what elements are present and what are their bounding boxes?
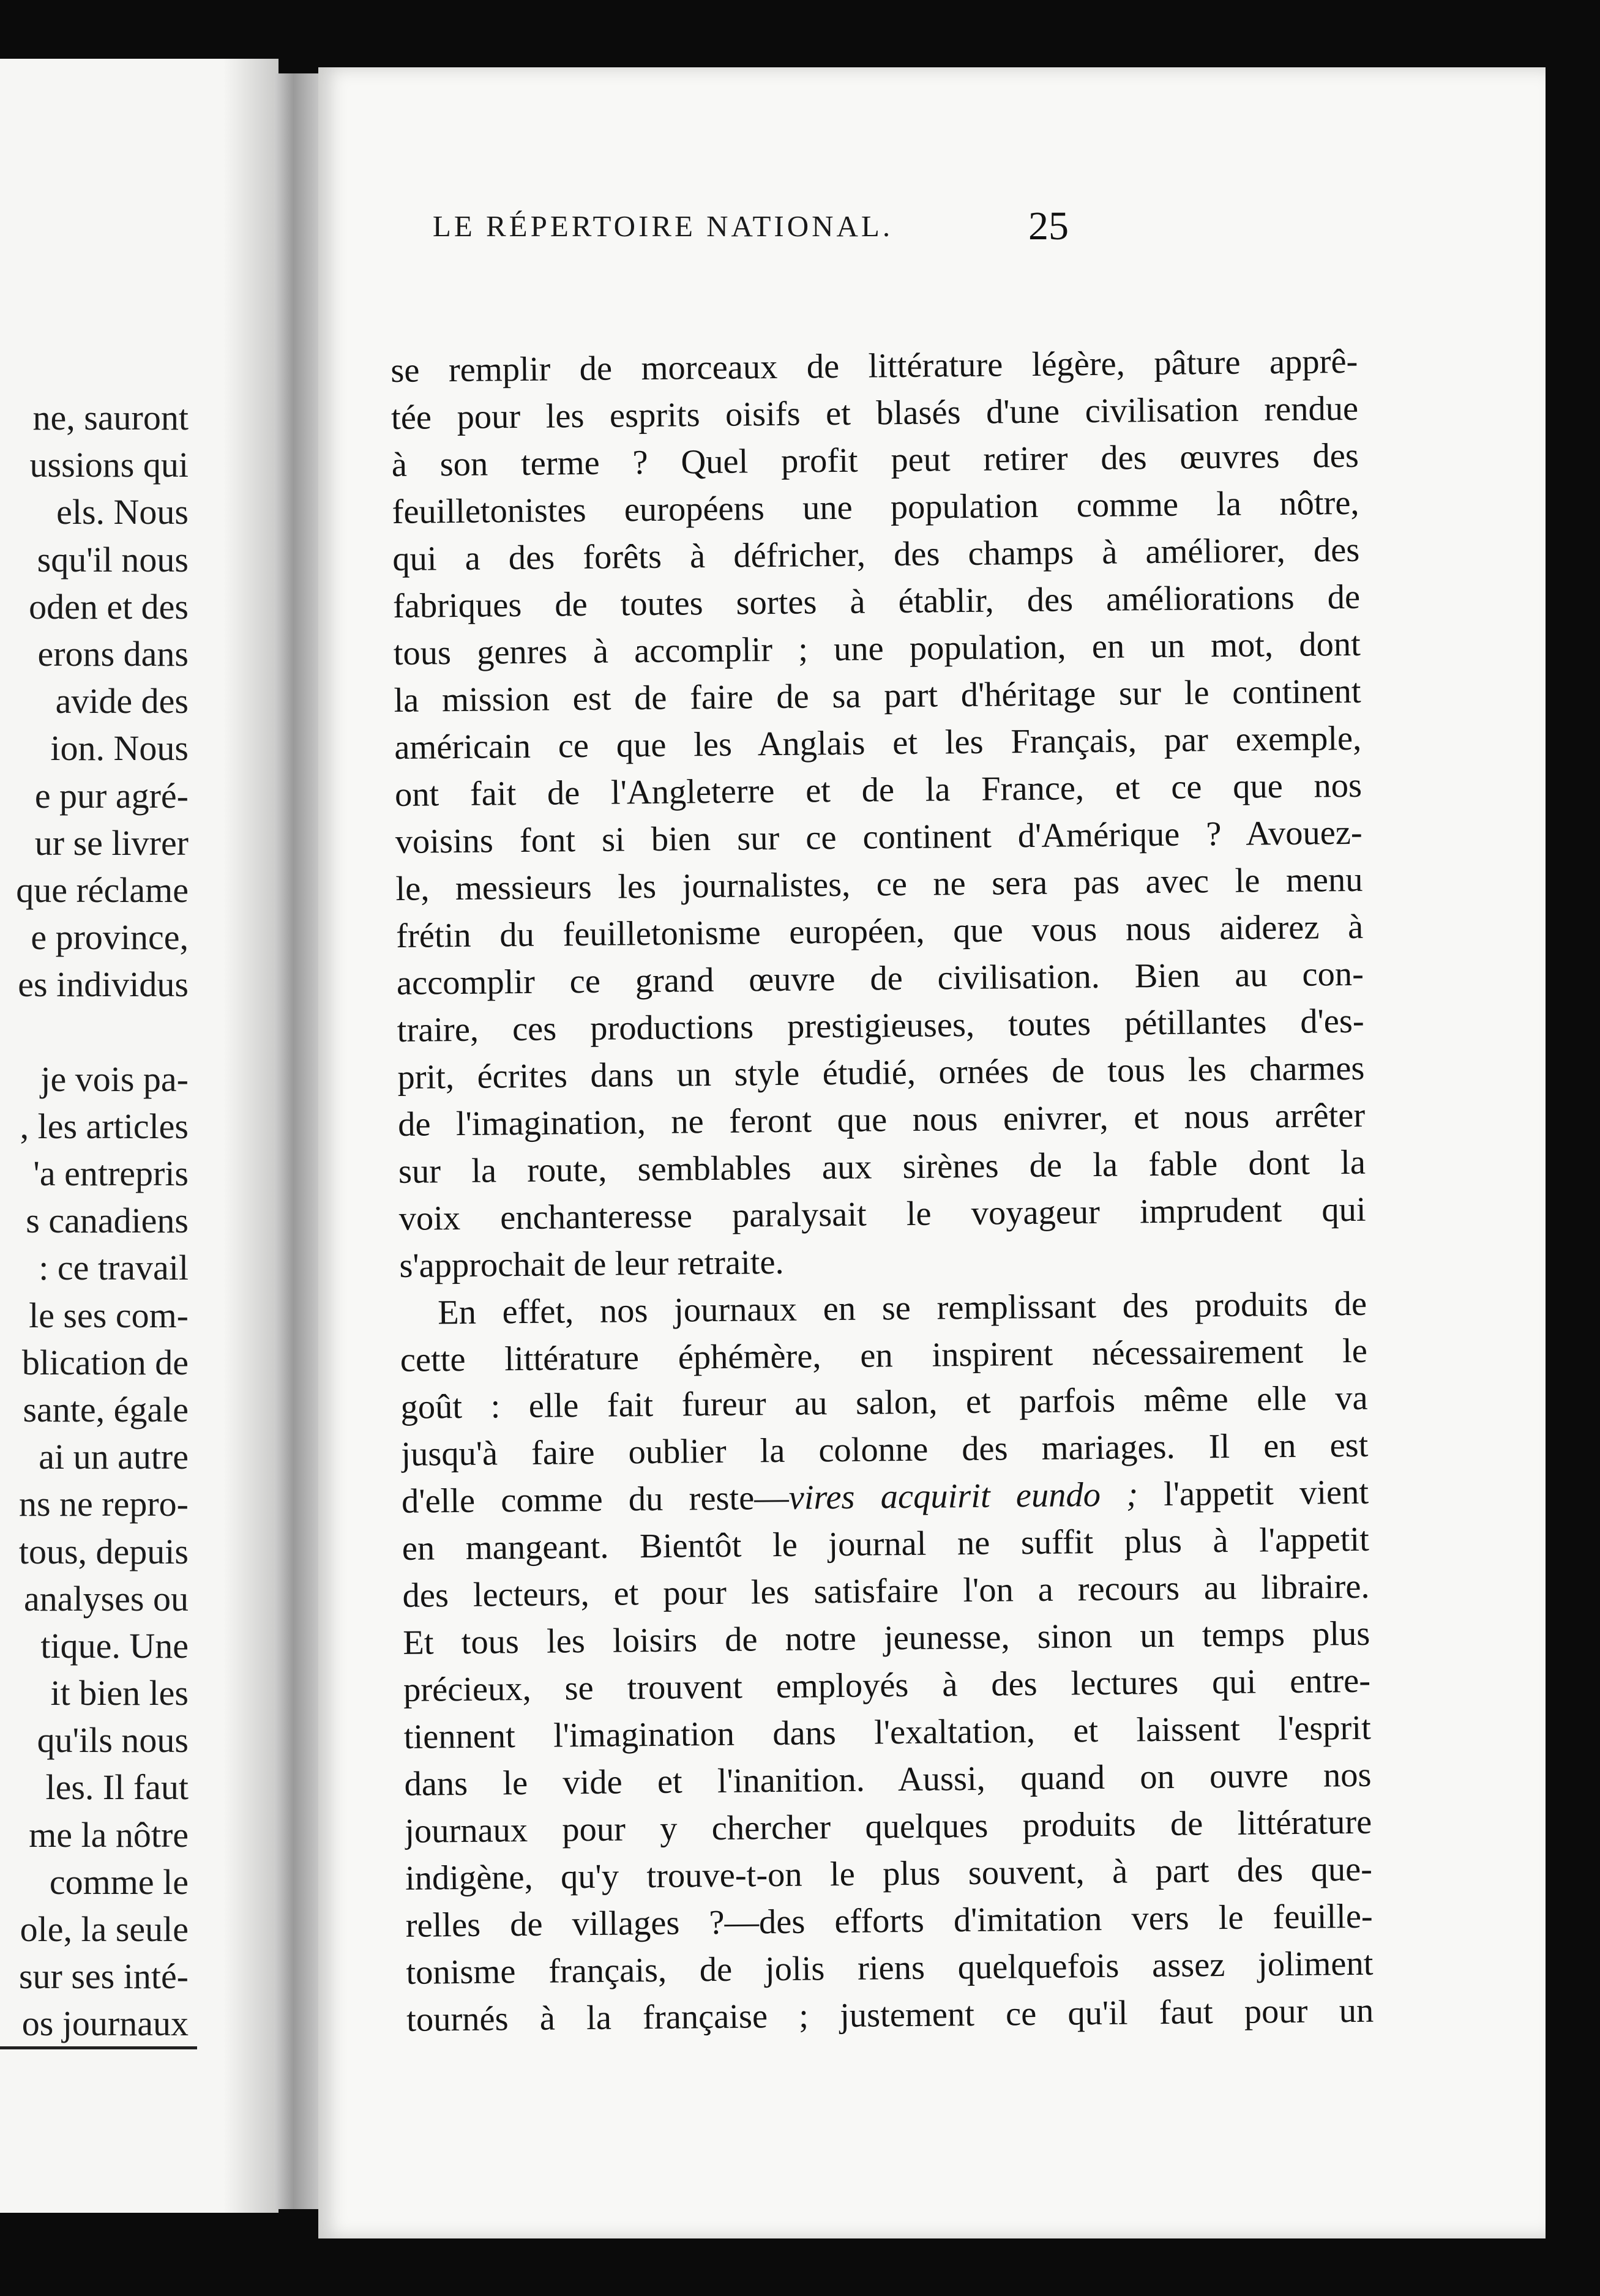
left-line: : ce travail bbox=[39, 1248, 189, 1288]
body-line: le, messieurs les journalistes, ce ne sera pas avec le menu bbox=[395, 860, 1363, 908]
left-page bbox=[0, 59, 279, 2213]
left-line: ole, la seule bbox=[20, 1909, 189, 1949]
left-line: ns ne repro- bbox=[18, 1484, 189, 1524]
left-line: it bien les bbox=[50, 1673, 189, 1713]
left-line: e pur agré- bbox=[34, 775, 189, 816]
page-number: 25 bbox=[1028, 204, 1069, 248]
body-line: des lecteurs, et pour les satisfaire l'on a recours au libraire. bbox=[402, 1567, 1370, 1615]
body-line: voix enchanteresse paralysait le voyageur imprudent qui bbox=[398, 1190, 1366, 1238]
gutter-shadow bbox=[223, 59, 279, 2213]
body-line: tiennent l'imagination dans l'exaltation, et laissent l'esprit bbox=[403, 1709, 1372, 1756]
left-line: erons dans bbox=[37, 633, 189, 674]
left-page-text bbox=[0, 394, 189, 2048]
body-line: journaux pour y chercher quelques produits de littérature bbox=[404, 1803, 1372, 1851]
left-paragraph-gap bbox=[0, 1008, 189, 1055]
left-line: je vois pa- bbox=[40, 1059, 189, 1099]
body-line: tonisme français, de jolis riens quelquefois assez joliment bbox=[406, 1944, 1374, 1992]
body-line: tournés à la française ; justement ce qu'il faut pour un bbox=[406, 1991, 1374, 2039]
left-line: que réclame bbox=[16, 870, 189, 910]
left-line: os journaux bbox=[21, 2003, 189, 2044]
left-line: ur se livrer bbox=[34, 822, 189, 863]
left-line: ussions qui bbox=[29, 445, 189, 485]
body-line: de l'imagination, ne feront que nous enivrer, et nous arrêter bbox=[397, 1096, 1366, 1144]
body-line: cette littérature éphémère, en inspirent nécessairement le bbox=[400, 1332, 1368, 1379]
body-line: feuilletonistes européens une population comme la nôtre, bbox=[392, 483, 1359, 531]
running-head bbox=[335, 205, 1069, 248]
left-line: ai un autre bbox=[39, 1437, 189, 1477]
latin-phrase: vires acquirit eundo ; bbox=[788, 1475, 1138, 1517]
left-line: comme le bbox=[49, 1862, 189, 1902]
left-line: me la nôtre bbox=[29, 1814, 189, 1855]
left-line: analyses ou bbox=[24, 1578, 189, 1619]
body-line: américain ce que les Anglais et les Français, par exemple, bbox=[394, 719, 1362, 767]
body-line: prit, écrites dans un style étudié, ornées de tous les charmes bbox=[397, 1049, 1365, 1097]
left-line: s canadiens bbox=[26, 1201, 189, 1241]
left-line: , les articles bbox=[20, 1106, 189, 1146]
left-line: avide des bbox=[55, 681, 189, 721]
left-line: sante, égale bbox=[23, 1389, 189, 1429]
body-line: Et tous les loisirs de notre jeunesse, sinon un temps plus bbox=[403, 1614, 1370, 1662]
left-line: squ'il nous bbox=[37, 539, 189, 580]
left-line: oden et des bbox=[29, 586, 189, 627]
left-line: tique. Une bbox=[40, 1625, 189, 1666]
body-line: goût : elle fait fureur au salon, et parfois même elle va bbox=[400, 1379, 1368, 1426]
body-line: ont fait de l'Angleterre et de la France, et ce que nos bbox=[394, 766, 1363, 814]
body-line: relles de villages ?—des efforts d'imitation vers le feuille- bbox=[405, 1897, 1373, 1945]
body-line: fabriques de toutes sortes à établir, des améliorations de bbox=[392, 578, 1361, 625]
body-line: en mangeant. Bientôt le journal ne suffit plus à l'appetit bbox=[402, 1520, 1370, 1568]
body-text bbox=[391, 338, 1374, 2044]
left-line: sur ses inté- bbox=[18, 1956, 189, 1997]
body-line: traire, ces productions prestigieuses, toutes pétillantes d'es- bbox=[397, 1002, 1364, 1049]
left-line: es individus bbox=[18, 964, 189, 1005]
left-line: le ses com- bbox=[29, 1295, 189, 1335]
body-line: dans le vide et l'inanition. Aussi, quand on ouvre nos bbox=[404, 1756, 1372, 1803]
body-line: se remplir de morceaux de littérature légère, pâture apprê- bbox=[391, 342, 1358, 390]
body-line: jusqu'à faire oublier la colonne des mariages. Il en est bbox=[401, 1426, 1369, 1474]
body-line: qui a des forêts à défricher, des champs à améliorer, des bbox=[392, 531, 1360, 578]
left-line: 'a entrepris bbox=[33, 1154, 189, 1193]
running-head-title: LE RÉPERTOIRE NATIONAL. bbox=[432, 209, 894, 243]
left-line: ne, sauront bbox=[32, 398, 189, 438]
body-line: tous genres à accomplir ; une population, en un mot, dont bbox=[393, 625, 1361, 673]
left-line: qu'ils nous bbox=[37, 1720, 189, 1761]
left-line: les. Il faut bbox=[45, 1767, 189, 1808]
left-line: tous, depuis bbox=[18, 1531, 189, 1571]
body-line: sur la route, semblables aux sirènes de la fable dont la bbox=[398, 1143, 1366, 1191]
body-line: indigène, qu'y trouve-t-on le plus souvent, à part des que- bbox=[405, 1850, 1373, 1898]
left-line: els. Nous bbox=[56, 492, 189, 532]
body-line: la mission est de faire de sa part d'héritage sur le continent bbox=[394, 672, 1361, 720]
paragraph-first-line: En effet, nos journaux en se remplissant des produits de bbox=[437, 1284, 1367, 1332]
line-tail: l'appetit vient bbox=[1137, 1473, 1369, 1514]
footnote-rule bbox=[0, 2046, 197, 2049]
line-start: d'elle comme du reste— bbox=[401, 1478, 790, 1521]
body-line: tée pour les esprits oisifs et blasés d'une civilisation rendue bbox=[391, 389, 1359, 437]
body-line: frétin du feuilletonisme européen, que vous nous aiderez à bbox=[395, 908, 1364, 955]
body-line: précieux, se trouvent employés à des lectures qui entre- bbox=[403, 1661, 1371, 1709]
body-line: accomplir ce grand œuvre de civilisation. Bien au con- bbox=[396, 955, 1364, 1002]
left-line: e province, bbox=[31, 917, 189, 958]
body-line: à son terme ? Quel profit peut retirer des œuvres des bbox=[391, 436, 1359, 484]
paragraph-end-line: s'approchait de leur retraite. bbox=[399, 1243, 784, 1285]
body-line: voisins font si bien sur ce continent d'Amérique ? Avouez- bbox=[395, 813, 1363, 861]
left-line: ion. Nous bbox=[50, 728, 189, 769]
left-line: blication de bbox=[21, 1342, 189, 1382]
